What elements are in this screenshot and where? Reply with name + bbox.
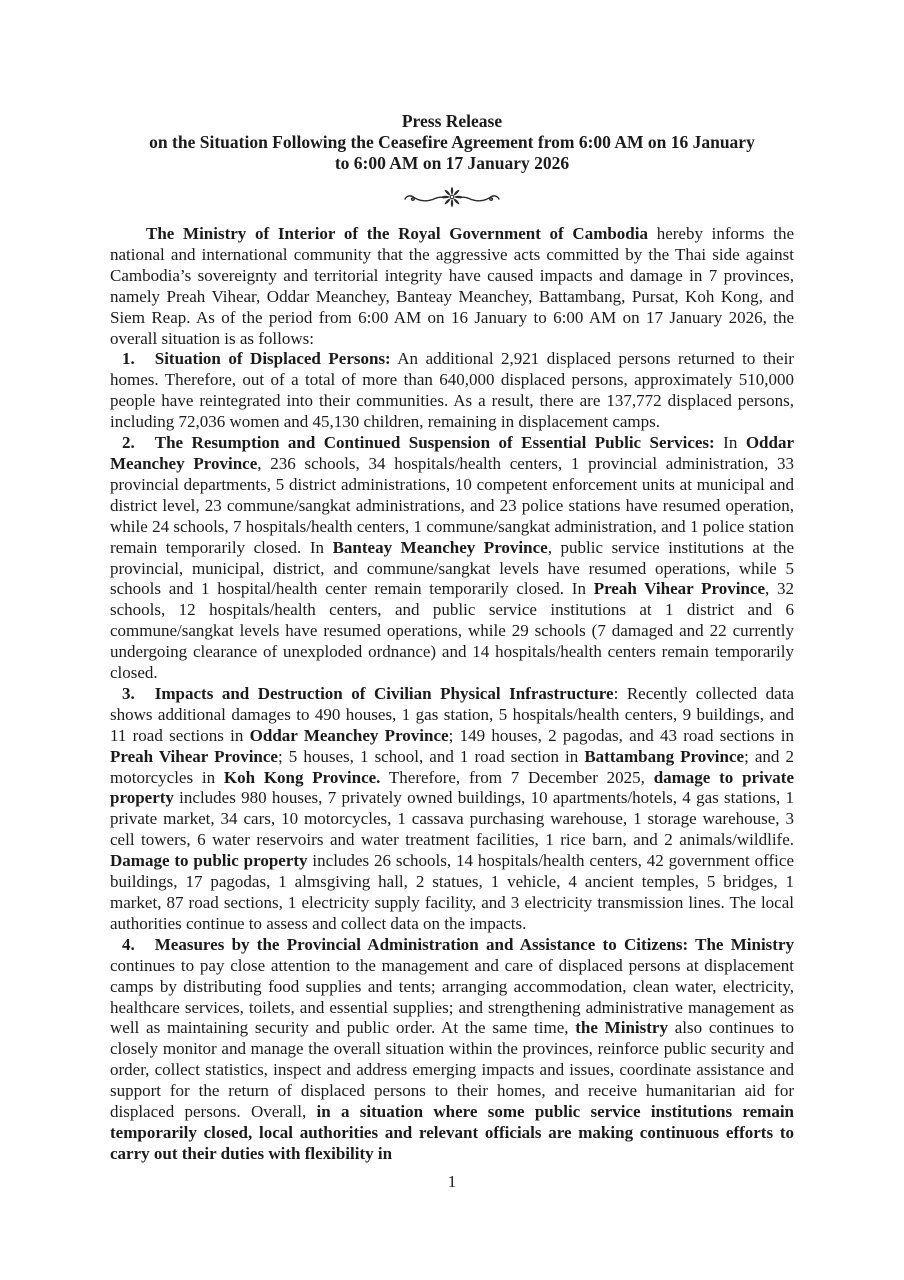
bold-text-run: the Ministry xyxy=(575,1018,668,1038)
bold-text-run: damage to private property xyxy=(110,767,794,808)
text-run: , 32 schools, 12 hospitals/health centers, and public service institutions at 1 district and 6 commune/sangkat levels have resumed operations, while 29 schools (7 damaged and 22 currently undergoing clearance of unexploded ordnance) and 14 hospitals/health centers remain temporarily closed. xyxy=(110,579,794,683)
text-run: includes 980 houses, 7 privately owned buildings, 10 apartments/hotels, 4 gas stations, 1 private market, 34 cars, 10 motorcycles, 1 cassava purchasing warehouse, 1 storage warehouse, 3 cell towers, 6 water reservoirs and water treatment facilities, 1 rice barn, and 2 animals/wildlife. xyxy=(110,788,794,850)
bold-text-run: Preah Vihear Province xyxy=(110,746,278,766)
document-content xyxy=(110,111,794,1165)
title-line-2: on the Situation Following the Ceasefire Agreement from 6:00 AM on 16 January xyxy=(149,132,755,152)
page-number: 1 xyxy=(447,1172,457,1191)
bold-text-run: Oddar Meanchey Province xyxy=(110,433,794,473)
floral-divider-icon xyxy=(110,185,794,209)
text-run: Therefore, from 7 December 2025, xyxy=(380,767,654,787)
paragraph xyxy=(110,684,794,935)
text-run: ; and 2 motorcycles in xyxy=(110,746,794,787)
text-run: includes 26 schools, 14 hospitals/health centers, 42 government office buildings, 17 pagodas, 1 almsgiving hall, 2 statues, 1 vehicle, 4 ancient temples, 5 bridges, 1 market, 87 road sections, 1 electricity supply facility, and 3 electricity transmission lines. The local authorities continue to assess and collect data on the impacts. xyxy=(110,851,794,933)
text-run: hereby informs the national and international community that the aggressive acts committed by the Thai side against Cambodia’s sovereignty and territorial integrity have caused impacts and damage in 7 provinces, namely Preah Vihear, Oddar Meanchey, Banteay Meanchey, Battambang, Pursat, Koh Kong, and Siem Reap. As of the period from 6:00 AM on 16 January to 6:00 AM on 17 January 2026, the overall situation is as follows: xyxy=(110,224,795,348)
bold-text-run: Damage to public property xyxy=(110,851,308,871)
title-line-1: Press Release xyxy=(401,111,503,131)
text-run: : Recently collected data shows additional damages to 490 houses, 1 gas station, 5 hospitals/health centers, 9 buildings, and 11 road sections in xyxy=(110,683,794,745)
bold-text-run: The Resumption and Continued Suspension of Essential Public Services: xyxy=(154,433,715,453)
bold-text-run: Banteay Meanchey Province xyxy=(332,537,548,557)
document-title xyxy=(110,111,794,174)
list-number: 1. xyxy=(122,349,135,369)
text-run: ; 5 houses, 1 school, and 1 road section in xyxy=(277,746,585,766)
list-number: 2. xyxy=(122,433,135,453)
text-run: An additional 2,921 displaced persons returned to their homes. Therefore, out of a total of more than 640,000 displaced persons, approximately 510,000 people have reintegrated into their communities. As a result, there are 137,772 displaced persons, including 72,036 women and 45,130 children, remaining in displacement camps. xyxy=(110,349,794,432)
text-run: also continues to closely monitor and manage the overall situation within the provinces, reinforce public security and order, collect statistics, inspect and address emerging impacts and issues, coordinate assistance and support for the return of displaced persons to their homes, and receive humanitarian aid for displaced persons. Overall, xyxy=(110,1018,794,1122)
list-number: 3. xyxy=(122,683,135,703)
title-line-3: to 6:00 AM on 17 January 2026 xyxy=(334,153,570,173)
paragraph xyxy=(110,224,794,349)
bold-text-run: Impacts and Destruction of Civilian Physical Infrastructure xyxy=(154,683,614,703)
text-run: , 236 schools, 34 hospitals/health centers, 1 provincial administration, 33 provincial departments, 5 district administrations, 10 competent enforcement units at municipal and district level, 23 commune/sangkat administrations, and 23 police stations have resumed operation, while 24 schools, 7 hospitals/health centers, 1 commune/sangkat administration, and 1 police station remain temporarily closed. In xyxy=(110,453,794,557)
text-run: ; 149 houses, 2 pagodas, and 43 road sections in xyxy=(448,725,794,745)
bold-text-run: The Ministry of Interior of the Royal Government of Cambodia xyxy=(146,224,648,243)
bold-text-run: Battambang Province xyxy=(584,746,745,766)
text-run: In xyxy=(714,433,746,453)
text-run: , public service institutions at the provincial, municipal, district, and commune/sangkat levels have resumed operations, while 5 schools and 1 hospital/health center remain temporarily closed. In xyxy=(110,537,794,599)
paragraph xyxy=(110,433,794,684)
text-run: continues to pay close attention to the management and care of displaced persons at displacement camps by distributing food supplies and tents; arranging accommodation, clean water, electricity, healthcare services, toilets, and essential supplies; and strengthening administrative management as well as maintaining security and public order. At the same time, xyxy=(110,955,794,1038)
bold-text-run: Koh Kong Province. xyxy=(223,767,381,787)
bold-text-run: Measures by the Provincial Administration and Assistance to Citizens: The Ministry xyxy=(154,934,794,954)
paragraph xyxy=(110,935,794,1165)
document-body xyxy=(110,224,794,1165)
paragraph xyxy=(110,349,794,433)
bold-text-run: Situation of Displaced Persons: xyxy=(154,349,391,369)
list-number: 4. xyxy=(122,934,135,954)
bold-text-run: in a situation where some public service institutions remain temporarily closed, local authorities and relevant officials are making continuous efforts to carry out their duties with flexibility in xyxy=(110,1102,794,1163)
bold-text-run: Oddar Meanchey Province xyxy=(249,725,449,745)
bold-text-run: Preah Vihear Province xyxy=(593,579,765,599)
